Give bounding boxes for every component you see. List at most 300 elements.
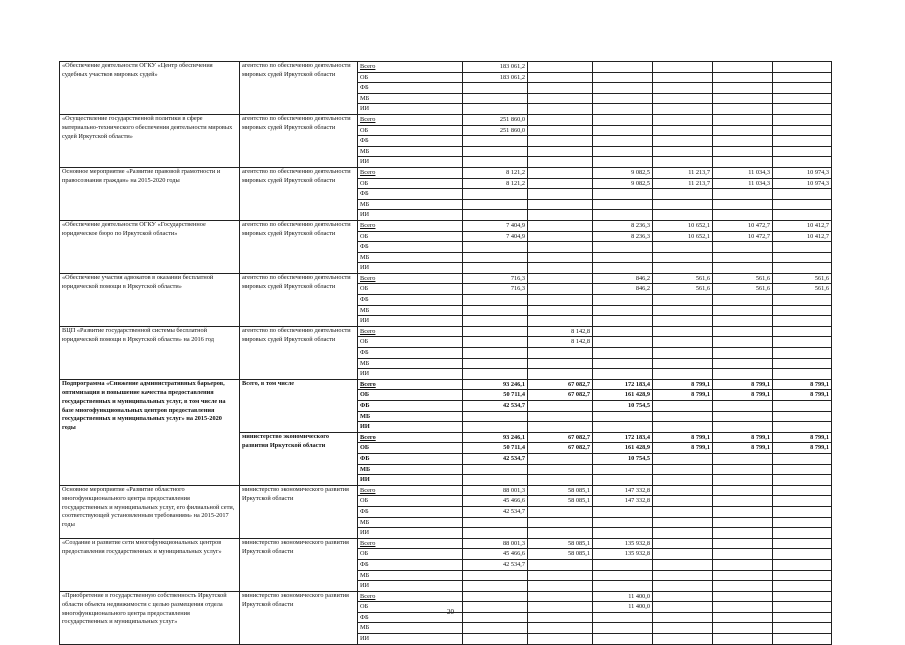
value-cell — [593, 348, 653, 359]
executor-cell: Всего, в том числе — [240, 379, 358, 432]
value-cell — [463, 411, 528, 422]
value-cell — [713, 210, 773, 221]
value-cell — [653, 189, 713, 200]
value-cell — [713, 189, 773, 200]
value-cell — [713, 453, 773, 464]
value-cell — [713, 538, 773, 549]
value-cell — [593, 295, 653, 306]
value-cell: 161 428,9 — [593, 443, 653, 454]
value-cell: 8 799,1 — [713, 432, 773, 443]
value-cell — [773, 411, 832, 422]
program-name: ВЦП «Развитие государственной системы бесплатной юридической помощи в Иркутской области» на 2016 год — [60, 326, 240, 379]
value-cell — [713, 199, 773, 210]
funding-source-cell: ФБ — [358, 612, 463, 623]
value-cell — [463, 581, 528, 592]
value-cell: 11 213,7 — [653, 178, 713, 189]
value-cell — [528, 263, 593, 274]
value-cell — [773, 517, 832, 528]
value-cell — [713, 401, 773, 412]
value-cell: 135 932,8 — [593, 538, 653, 549]
value-cell — [773, 125, 832, 136]
value-cell: 93 246,1 — [463, 432, 528, 443]
value-cell — [653, 295, 713, 306]
value-cell — [463, 337, 528, 348]
value-cell — [528, 252, 593, 263]
value-cell — [713, 263, 773, 274]
value-cell — [463, 263, 528, 274]
budget-table — [59, 61, 832, 645]
value-cell: 561,6 — [773, 273, 832, 284]
value-cell — [528, 273, 593, 284]
value-cell: 147 332,8 — [593, 496, 653, 507]
value-cell — [773, 316, 832, 327]
funding-source-cell: ФБ — [358, 348, 463, 359]
value-cell — [653, 157, 713, 168]
value-cell — [773, 559, 832, 570]
value-cell — [773, 549, 832, 560]
funding-source-cell: МБ — [358, 517, 463, 528]
value-cell — [528, 369, 593, 380]
page-number: 20 — [447, 608, 454, 616]
value-cell: 8 799,1 — [653, 432, 713, 443]
value-cell — [713, 358, 773, 369]
value-cell — [653, 549, 713, 560]
value-cell — [528, 210, 593, 221]
value-cell — [463, 326, 528, 337]
value-cell: 10 974,3 — [773, 167, 832, 178]
value-cell: 8 799,1 — [773, 432, 832, 443]
value-cell — [713, 411, 773, 422]
value-cell: 8 799,1 — [713, 379, 773, 390]
value-cell — [773, 83, 832, 94]
value-cell: 8 236,3 — [593, 220, 653, 231]
value-cell: 42 534,7 — [463, 559, 528, 570]
value-cell — [593, 199, 653, 210]
value-cell — [713, 464, 773, 475]
value-cell: 58 085,1 — [528, 496, 593, 507]
value-cell — [713, 242, 773, 253]
funding-source-cell: Всего — [358, 326, 463, 337]
value-cell — [713, 422, 773, 433]
executor-cell: министерство экономического развития Иркутской области — [240, 591, 358, 644]
value-cell — [653, 125, 713, 136]
value-cell — [773, 326, 832, 337]
value-cell — [653, 634, 713, 645]
funding-source-cell: МБ — [358, 623, 463, 634]
value-cell — [713, 305, 773, 316]
value-cell: 67 082,7 — [528, 390, 593, 401]
funding-source-cell: ОБ — [358, 549, 463, 560]
funding-source-cell: Всего — [358, 273, 463, 284]
value-cell — [593, 517, 653, 528]
value-cell: 147 332,8 — [593, 485, 653, 496]
value-cell — [773, 634, 832, 645]
value-cell — [528, 136, 593, 147]
value-cell: 10 754,5 — [593, 401, 653, 412]
funding-source-cell: Всего — [358, 485, 463, 496]
executor-cell: агентство по обеспечению деятельности мировых судей Иркутской области — [240, 220, 358, 273]
value-cell — [773, 114, 832, 125]
funding-source-cell: ИИ — [358, 369, 463, 380]
program-name: «Обеспечение деятельности ОГКУ «Центр обеспечения судебных участков мировых судей» — [60, 62, 240, 115]
value-cell — [713, 485, 773, 496]
value-cell — [773, 528, 832, 539]
value-cell — [528, 358, 593, 369]
value-cell — [463, 348, 528, 359]
value-cell — [773, 62, 832, 73]
value-cell — [713, 506, 773, 517]
value-cell — [773, 93, 832, 104]
value-cell — [773, 146, 832, 157]
value-cell: 10 974,3 — [773, 178, 832, 189]
value-cell — [713, 326, 773, 337]
funding-source-cell: ФБ — [358, 189, 463, 200]
value-cell — [593, 358, 653, 369]
funding-source-cell: ИИ — [358, 422, 463, 433]
value-cell: 8 799,1 — [773, 379, 832, 390]
value-cell — [593, 411, 653, 422]
value-cell — [653, 612, 713, 623]
executor-cell: министерство экономического развития Иркутской области — [240, 432, 358, 485]
funding-source-cell: ИИ — [358, 210, 463, 221]
value-cell — [713, 62, 773, 73]
value-cell: 58 085,1 — [528, 549, 593, 560]
value-cell — [528, 146, 593, 157]
value-cell — [773, 623, 832, 634]
funding-source-cell: ОБ — [358, 231, 463, 242]
value-cell — [528, 612, 593, 623]
value-cell — [773, 506, 832, 517]
funding-source-cell: ИИ — [358, 475, 463, 486]
funding-source-cell: МБ — [358, 358, 463, 369]
value-cell: 251 860,0 — [463, 114, 528, 125]
value-cell — [593, 114, 653, 125]
value-cell — [713, 348, 773, 359]
value-cell — [713, 369, 773, 380]
value-cell — [713, 157, 773, 168]
value-cell — [463, 93, 528, 104]
value-cell — [713, 475, 773, 486]
value-cell: 135 932,8 — [593, 549, 653, 560]
value-cell — [713, 136, 773, 147]
value-cell: 10 412,7 — [773, 231, 832, 242]
value-cell — [528, 570, 593, 581]
value-cell: 8 799,1 — [713, 443, 773, 454]
value-cell: 58 085,1 — [528, 485, 593, 496]
table-row — [60, 273, 832, 284]
value-cell — [593, 369, 653, 380]
executor-cell: агентство по обеспечению деятельности мировых судей Иркутской области — [240, 114, 358, 167]
value-cell — [463, 528, 528, 539]
value-cell — [463, 475, 528, 486]
funding-source-cell: Всего — [358, 379, 463, 390]
funding-source-cell: ИИ — [358, 157, 463, 168]
value-cell — [528, 178, 593, 189]
value-cell — [713, 496, 773, 507]
value-cell — [713, 146, 773, 157]
value-cell: 11 034,3 — [713, 167, 773, 178]
value-cell — [653, 114, 713, 125]
value-cell — [593, 157, 653, 168]
value-cell — [463, 242, 528, 253]
value-cell — [463, 210, 528, 221]
value-cell — [773, 475, 832, 486]
value-cell: 8 121,2 — [463, 167, 528, 178]
value-cell — [653, 411, 713, 422]
value-cell: 846,2 — [593, 273, 653, 284]
executor-cell: министерство экономического развития Иркутской области — [240, 485, 358, 538]
value-cell — [653, 401, 713, 412]
value-cell — [773, 602, 832, 613]
value-cell — [653, 570, 713, 581]
value-cell — [528, 114, 593, 125]
value-cell — [713, 528, 773, 539]
value-cell — [713, 72, 773, 83]
value-cell — [593, 316, 653, 327]
value-cell — [528, 157, 593, 168]
value-cell — [593, 634, 653, 645]
value-cell — [593, 125, 653, 136]
value-cell — [773, 369, 832, 380]
value-cell — [463, 634, 528, 645]
value-cell — [528, 453, 593, 464]
value-cell — [463, 422, 528, 433]
value-cell — [773, 295, 832, 306]
value-cell — [528, 72, 593, 83]
value-cell: 67 082,7 — [528, 379, 593, 390]
value-cell: 7 404,9 — [463, 231, 528, 242]
value-cell — [528, 242, 593, 253]
value-cell — [463, 252, 528, 263]
value-cell — [653, 199, 713, 210]
value-cell: 88 001,3 — [463, 538, 528, 549]
value-cell — [593, 581, 653, 592]
value-cell — [713, 252, 773, 263]
value-cell — [528, 348, 593, 359]
value-cell — [653, 485, 713, 496]
funding-source-cell: ФБ — [358, 242, 463, 253]
funding-source-cell: ФБ — [358, 401, 463, 412]
value-cell — [653, 559, 713, 570]
value-cell — [713, 517, 773, 528]
value-cell — [773, 358, 832, 369]
value-cell — [463, 591, 528, 602]
value-cell: 11 400,0 — [593, 591, 653, 602]
value-cell: 45 466,6 — [463, 549, 528, 560]
funding-source-cell: ФБ — [358, 295, 463, 306]
value-cell — [653, 72, 713, 83]
funding-source-cell: ИИ — [358, 263, 463, 274]
value-cell — [528, 422, 593, 433]
value-cell: 8 799,1 — [653, 390, 713, 401]
funding-source-cell: ОБ — [358, 390, 463, 401]
value-cell — [653, 326, 713, 337]
funding-source-cell: ИИ — [358, 581, 463, 592]
funding-source-cell: ОБ — [358, 443, 463, 454]
value-cell — [713, 581, 773, 592]
value-cell: 561,6 — [653, 284, 713, 295]
value-cell: 10 652,1 — [653, 220, 713, 231]
value-cell — [713, 316, 773, 327]
value-cell — [653, 337, 713, 348]
funding-source-cell: МБ — [358, 305, 463, 316]
value-cell — [713, 602, 773, 613]
value-cell — [773, 210, 832, 221]
value-cell — [528, 305, 593, 316]
value-cell — [713, 634, 773, 645]
value-cell — [653, 517, 713, 528]
funding-source-cell: МБ — [358, 252, 463, 263]
value-cell — [593, 464, 653, 475]
value-cell — [773, 538, 832, 549]
value-cell — [463, 83, 528, 94]
funding-source-cell: МБ — [358, 464, 463, 475]
executor-cell: агентство по обеспечению деятельности мировых судей Иркутской области — [240, 273, 358, 326]
value-cell — [713, 125, 773, 136]
value-cell — [593, 337, 653, 348]
value-cell — [463, 623, 528, 634]
funding-source-cell: ФБ — [358, 559, 463, 570]
value-cell — [593, 506, 653, 517]
value-cell: 716,3 — [463, 284, 528, 295]
value-cell: 8 142,8 — [528, 337, 593, 348]
value-cell — [653, 496, 713, 507]
table-row — [60, 114, 832, 125]
value-cell — [593, 612, 653, 623]
value-cell — [773, 136, 832, 147]
value-cell — [773, 263, 832, 274]
funding-source-cell: Всего — [358, 591, 463, 602]
funding-source-cell: Всего — [358, 538, 463, 549]
value-cell — [713, 104, 773, 115]
funding-source-cell: Всего — [358, 167, 463, 178]
value-cell: 7 404,9 — [463, 220, 528, 231]
funding-source-cell: ФБ — [358, 136, 463, 147]
value-cell — [463, 146, 528, 157]
executor-cell: агентство по обеспечению деятельности мировых судей Иркутской области — [240, 167, 358, 220]
value-cell — [463, 305, 528, 316]
value-cell — [463, 104, 528, 115]
funding-source-cell: МБ — [358, 570, 463, 581]
value-cell — [773, 242, 832, 253]
value-cell — [528, 220, 593, 231]
value-cell — [653, 475, 713, 486]
value-cell: 9 082,5 — [593, 178, 653, 189]
value-cell — [593, 263, 653, 274]
value-cell — [593, 83, 653, 94]
value-cell: 716,3 — [463, 273, 528, 284]
value-cell: 11 034,3 — [713, 178, 773, 189]
value-cell — [773, 464, 832, 475]
value-cell — [593, 252, 653, 263]
value-cell — [773, 496, 832, 507]
funding-source-cell: ОБ — [358, 72, 463, 83]
value-cell — [713, 549, 773, 560]
funding-source-cell: МБ — [358, 411, 463, 422]
value-cell — [463, 136, 528, 147]
value-cell — [528, 517, 593, 528]
table-row — [60, 62, 832, 73]
value-cell: 10 472,7 — [713, 231, 773, 242]
value-cell: 172 183,4 — [593, 379, 653, 390]
value-cell: 45 466,6 — [463, 496, 528, 507]
value-cell — [593, 623, 653, 634]
value-cell — [653, 263, 713, 274]
value-cell: 8 799,1 — [653, 443, 713, 454]
value-cell — [713, 83, 773, 94]
value-cell — [528, 623, 593, 634]
value-cell — [653, 305, 713, 316]
value-cell — [773, 337, 832, 348]
value-cell — [773, 401, 832, 412]
value-cell — [463, 464, 528, 475]
value-cell — [653, 316, 713, 327]
funding-source-cell: ОБ — [358, 284, 463, 295]
value-cell — [463, 570, 528, 581]
value-cell: 93 246,1 — [463, 379, 528, 390]
value-cell — [528, 411, 593, 422]
value-cell — [713, 114, 773, 125]
value-cell — [653, 602, 713, 613]
value-cell — [528, 401, 593, 412]
funding-source-cell: ИИ — [358, 634, 463, 645]
value-cell — [593, 136, 653, 147]
value-cell: 183 061,2 — [463, 72, 528, 83]
value-cell: 8 142,8 — [528, 326, 593, 337]
value-cell: 8 799,1 — [773, 443, 832, 454]
value-cell — [528, 295, 593, 306]
funding-source-cell: ОБ — [358, 337, 463, 348]
value-cell: 50 711,4 — [463, 443, 528, 454]
value-cell — [773, 348, 832, 359]
value-cell: 561,6 — [653, 273, 713, 284]
value-cell — [713, 612, 773, 623]
table-row — [60, 326, 832, 337]
value-cell: 846,2 — [593, 284, 653, 295]
value-cell: 58 085,1 — [528, 538, 593, 549]
table-row — [60, 485, 832, 496]
value-cell: 11 213,7 — [653, 167, 713, 178]
funding-source-cell: Всего — [358, 114, 463, 125]
value-cell — [773, 485, 832, 496]
funding-source-cell: ИИ — [358, 528, 463, 539]
value-cell: 8 236,3 — [593, 231, 653, 242]
executor-cell: агентство по обеспечению деятельности мировых судей Иркутской области — [240, 326, 358, 379]
funding-source-cell: ИИ — [358, 316, 463, 327]
program-name: Основное мероприятие «Развитие правовой грамотности и правосознания граждан» на 2015-2020 годы — [60, 167, 240, 220]
funding-source-cell: МБ — [358, 93, 463, 104]
value-cell: 8 121,2 — [463, 178, 528, 189]
value-cell — [528, 475, 593, 486]
table-row — [60, 538, 832, 549]
value-cell — [653, 422, 713, 433]
value-cell: 10 472,7 — [713, 220, 773, 231]
value-cell — [593, 93, 653, 104]
value-cell: 10 412,7 — [773, 220, 832, 231]
program-name: «Обеспечение участия адвокатов в оказании бесплатной юридической помощи в Иркутской области» — [60, 273, 240, 326]
value-cell: 88 001,3 — [463, 485, 528, 496]
funding-source-cell: Всего — [358, 62, 463, 73]
value-cell — [528, 602, 593, 613]
funding-source-cell: ФБ — [358, 453, 463, 464]
value-cell — [528, 284, 593, 295]
value-cell — [653, 591, 713, 602]
value-cell — [773, 581, 832, 592]
program-name: «Осуществление государственной политики в сфере материально-технического обеспечения деятельности мировых судей Иркутской области» — [60, 114, 240, 167]
value-cell: 10 754,5 — [593, 453, 653, 464]
funding-source-cell: ИИ — [358, 104, 463, 115]
value-cell: 8 799,1 — [773, 390, 832, 401]
